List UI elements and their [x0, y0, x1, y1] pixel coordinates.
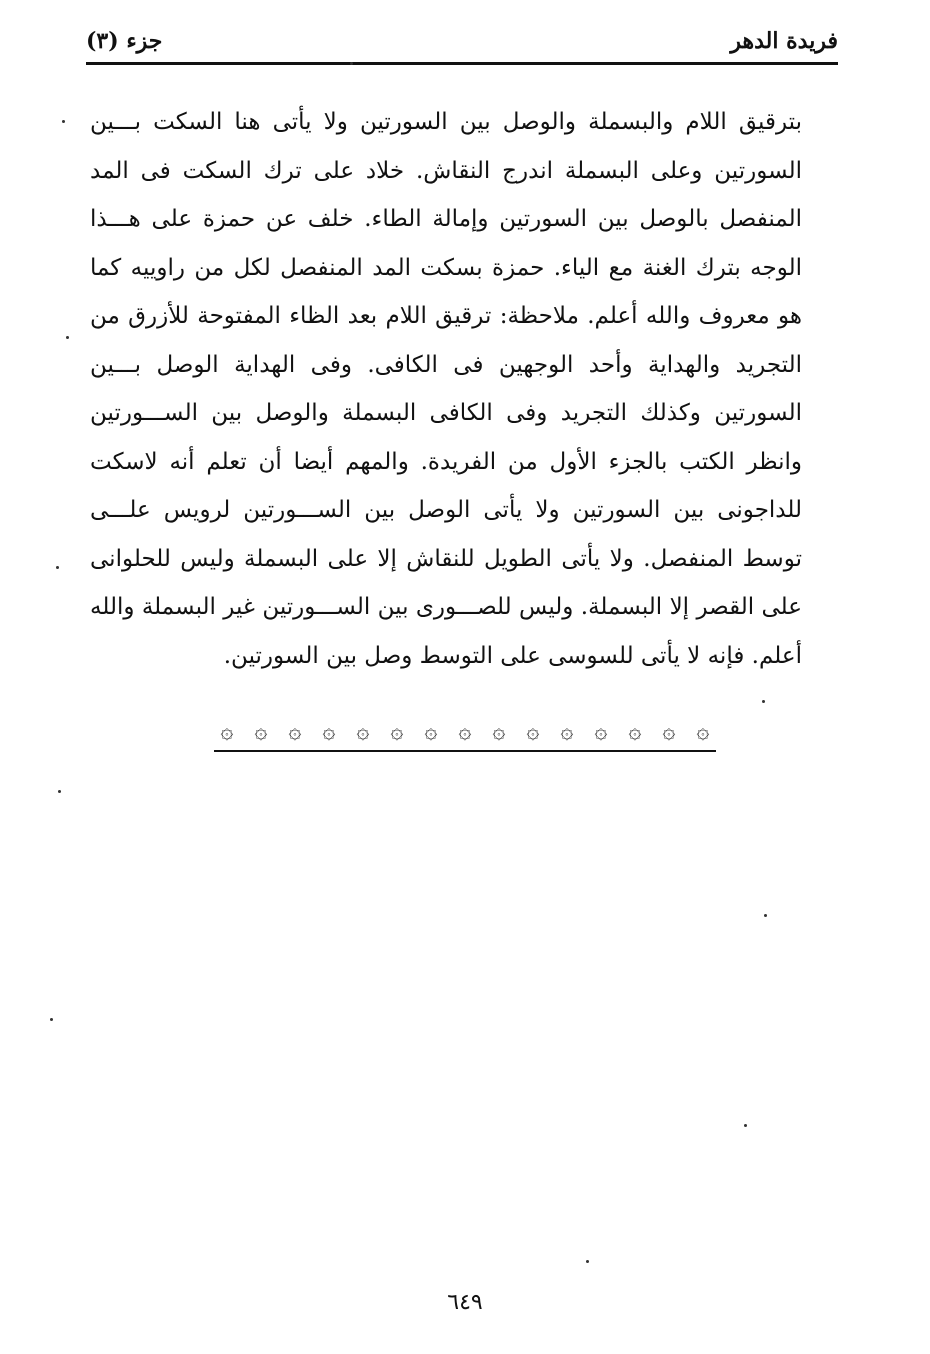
- ornament-star-icon: ۞: [424, 719, 438, 744]
- scan-speck: [58, 790, 61, 793]
- ornament-star-icon: ۞: [526, 719, 540, 744]
- ornament-star-icon: ۞: [322, 719, 336, 744]
- ornament-star-icon: ۞: [458, 719, 472, 744]
- page-number: ٦٤٩: [447, 1290, 483, 1315]
- part-label: جزء (٣): [86, 28, 163, 54]
- scan-speck: [62, 120, 65, 123]
- ornament-star-icon: ۞: [254, 719, 268, 744]
- book-title: فريدة الدهر: [730, 28, 838, 54]
- header-rule: [86, 62, 838, 65]
- ornament-star-icon: ۞: [594, 719, 608, 744]
- ornament-star-icon: ۞: [662, 719, 676, 744]
- ornament-star-icon: ۞: [560, 719, 574, 744]
- ornament-star-icon: ۞: [390, 719, 404, 744]
- scan-speck: [764, 914, 767, 917]
- ornament-divider: [214, 714, 716, 752]
- scan-speck: [66, 336, 69, 339]
- body-text: [90, 98, 802, 680]
- ornament-star-icon: ۞: [356, 719, 370, 744]
- scan-speck: [350, 62, 353, 65]
- page-header: [86, 24, 838, 64]
- scan-speck: [56, 566, 59, 569]
- ornament-star-icon: ۞: [492, 719, 506, 744]
- ornament-star-icon: ۞: [220, 719, 234, 744]
- body-paragraph: بترقيق اللام والبسملة والوصل بين السورتين ولا يأتى هنا السكت بـــين السورتين وعلى البسملة اندرج النقاش. خلاد على ترك السكت فى المد المنفصل بالوصل بين السورتين وإمالة الطاء. خلف عن حمزة على هـــذا الوجه بترك الغنة مع الياء. حمزة بسكت المد المنفصل لكل من راوييه كما هو معروف والله أعلم. ملاحظة: ترقيق اللام بعد الظاء المفتوحة للأزرق من التجريد والهداية وأحد الوجهين فى الكافى. وفى الهداية الوصل بـــين السورتين وكذلك التجريد وفى الكافى البسملة والوصل بين الســـورتين وانظر الكتب بالجزء الأول من الفريدة. والمهم أيضا أن تعلم أنه لاسكت للداجونى بين السورتين ولا يأتى الوصل بين الســـورتين لرويس علـــى توسط المنفصل. ولا يأتى الطويل للنقاش إلا على البسملة وليس للحلوانى على القصر إلا البسملة. وليس للصـــورى بين الســـورتين غير البسملة والله أعلم. فإنه لا يأتى للسوسى على التوسط وصل بين السورتين.: [90, 109, 803, 669]
- scan-speck: [50, 1018, 53, 1021]
- ornament-star-icon: ۞: [288, 719, 302, 744]
- ornament-star-icon: ۞: [696, 719, 710, 744]
- scan-speck: [586, 1260, 589, 1263]
- scan-speck: [744, 1124, 747, 1127]
- scan-speck: [762, 700, 765, 703]
- ornament-star-icon: ۞: [628, 719, 642, 744]
